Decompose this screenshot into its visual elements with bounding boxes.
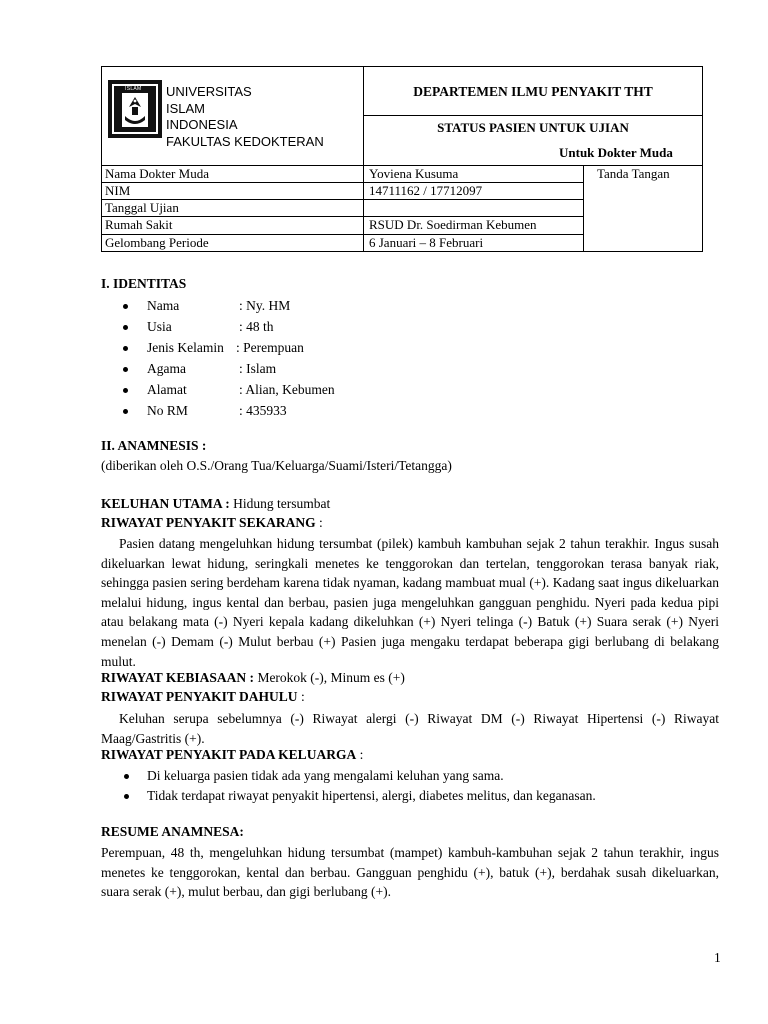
info-label-hospital: Rumah Sakit: [105, 217, 173, 232]
rpd-colon: :: [297, 689, 305, 704]
info-value-period: 6 Januari – 8 Februari: [369, 235, 484, 250]
kebiasaan-value: Merokok (-), Minum es (+): [257, 670, 405, 685]
rps-colon: :: [315, 515, 323, 530]
bullet-icon: [123, 388, 128, 393]
faculty-name: FAKULTAS KEDOKTERAN: [166, 134, 324, 149]
rpd-label: RIWAYAT PENYAKIT DAHULU: [101, 689, 298, 704]
divider: [363, 115, 703, 116]
bullet-icon: [123, 346, 128, 351]
info-value-nim: 14711162 / 17712097: [369, 183, 483, 198]
rpk-colon: :: [356, 747, 364, 762]
rpk-item: Tidak terdapat riwayat penyakit hipertensi, alergi, diabetes melitus, dan keganasan.: [147, 788, 596, 803]
info-label-exam-date: Tanggal Ujian: [105, 200, 179, 215]
bullet-icon: [124, 794, 129, 799]
kebiasaan: [101, 670, 405, 686]
department-title: DEPARTEMEN ILMU PENYAKIT THT: [413, 84, 653, 99]
rpk-item: Di keluarga pasien tidak ada yang mengalami keluhan yang sama.: [147, 768, 504, 783]
info-label-doctor: Nama Dokter Muda: [105, 166, 209, 181]
identitas-value: : Perempuan: [236, 340, 304, 355]
identitas-label: Nama: [147, 298, 180, 313]
info-label-nim: NIM: [105, 183, 131, 198]
bullet-icon: [123, 325, 128, 330]
rpk-heading: [101, 747, 363, 763]
bullet-icon: [123, 409, 128, 414]
rps-label: RIWAYAT PENYAKIT SEKARANG: [101, 515, 316, 530]
keluhan-value: Hidung tersumbat: [233, 496, 331, 511]
keluhan-label: KELUHAN UTAMA :: [101, 496, 234, 511]
rps-heading: [101, 515, 323, 531]
identitas-label: No RM: [147, 403, 188, 418]
resume-heading: RESUME ANAMNESA:: [101, 824, 244, 839]
rpd-text: Keluhan serupa sebelumnya (-) Riwayat alergi (-) Riwayat DM (-) Riwayat Hipertensi (-) Riwayat Maag/Gastritis (+).: [101, 711, 719, 746]
identitas-label: Alamat: [147, 382, 187, 397]
info-value-doctor: Yoviena Kusuma: [369, 166, 459, 181]
identitas-value: : Islam: [239, 361, 277, 376]
bullet-icon: [124, 774, 129, 779]
identitas-label: Usia: [147, 319, 172, 334]
bullet-icon: [123, 367, 128, 372]
info-value-hospital: RSUD Dr. Soedirman Kebumen: [369, 217, 537, 232]
divider: [583, 165, 584, 252]
resume-text: Perempuan, 48 th, mengeluhkan hidung tersumbat (mampet) kambuh-kambuhan sejak 2 tahun terakhir, ingus menetes ke tenggorokan, kental dan berbau. Gangguan penghidu (+), batuk (+), berdahak susah dikeluarkan, suara serak (+), mulut berbau, dan gigi berlubang (+).: [101, 845, 719, 900]
rps-text: Pasien datang mengeluhkan hidung tersumbat (pilek) kambuh kambuhan sejak 2 tahun terakhir. Ingus susah dikeluarkan lewat hidung, seringkali menetes ke tenggorokan dan tertelan, tenggorokan terasa banyak riak, sehingga pasien sering berdeham karena tidak nyaman, kadang mambuat mual (+). Kadang saat ingus dikeluarkan melalui hidung, ingus kental dan berbau, pasien juga mengeluhkan gangguan penghidu. Nyeri pada kedua pipi atau belakang mata (-) Nyeri kepala kadang dikeluhkan (+) Nyeri telinga (-) Batuk (+) Suara serak (+) Nyeri menelan (-) Demam (-) Mulut berbau (+) Pasien juga mengaku terdapat beberapa gigi berlubang di belakang mulut.: [101, 536, 719, 669]
anamnesis-subtitle: (diberikan oleh O.S./Orang Tua/Keluarga/Suami/Isteri/Tetangga): [101, 458, 452, 473]
logo-text-top: ISLAM: [125, 86, 142, 92]
kebiasaan-label: RIWAYAT KEBIASAAN :: [101, 670, 258, 685]
identitas-label: Jenis Kelamin: [147, 340, 224, 355]
for-label: Untuk Dokter Muda: [559, 145, 673, 160]
signature-label: Tanda Tangan: [597, 166, 670, 181]
rpd-heading: [101, 689, 305, 705]
identitas-label: Agama: [147, 361, 186, 376]
university-name-line1: UNIVERSITAS: [166, 84, 252, 99]
university-logo: [108, 80, 162, 138]
university-name-line3: INDONESIA: [166, 117, 238, 132]
identitas-value: : Ny. HM: [239, 298, 291, 313]
anamnesis-heading: II. ANAMNESIS :: [101, 438, 207, 453]
identitas-value: : 435933: [239, 403, 287, 418]
divider: [101, 182, 583, 183]
status-title: STATUS PASIEN UNTUK UJIAN: [437, 120, 629, 135]
rpk-label: RIWAYAT PENYAKIT PADA KELUARGA: [101, 747, 357, 762]
identitas-value: : Alian, Kebumen: [239, 382, 335, 397]
info-label-period: Gelombang Periode: [105, 235, 209, 250]
page-number: 1: [714, 950, 721, 965]
identitas-heading: I. IDENTITAS: [101, 276, 187, 291]
keluhan-utama: [101, 496, 330, 512]
university-name-line2: ISLAM: [166, 101, 206, 116]
identitas-value: : 48 th: [239, 319, 274, 334]
bullet-icon: [123, 304, 128, 309]
